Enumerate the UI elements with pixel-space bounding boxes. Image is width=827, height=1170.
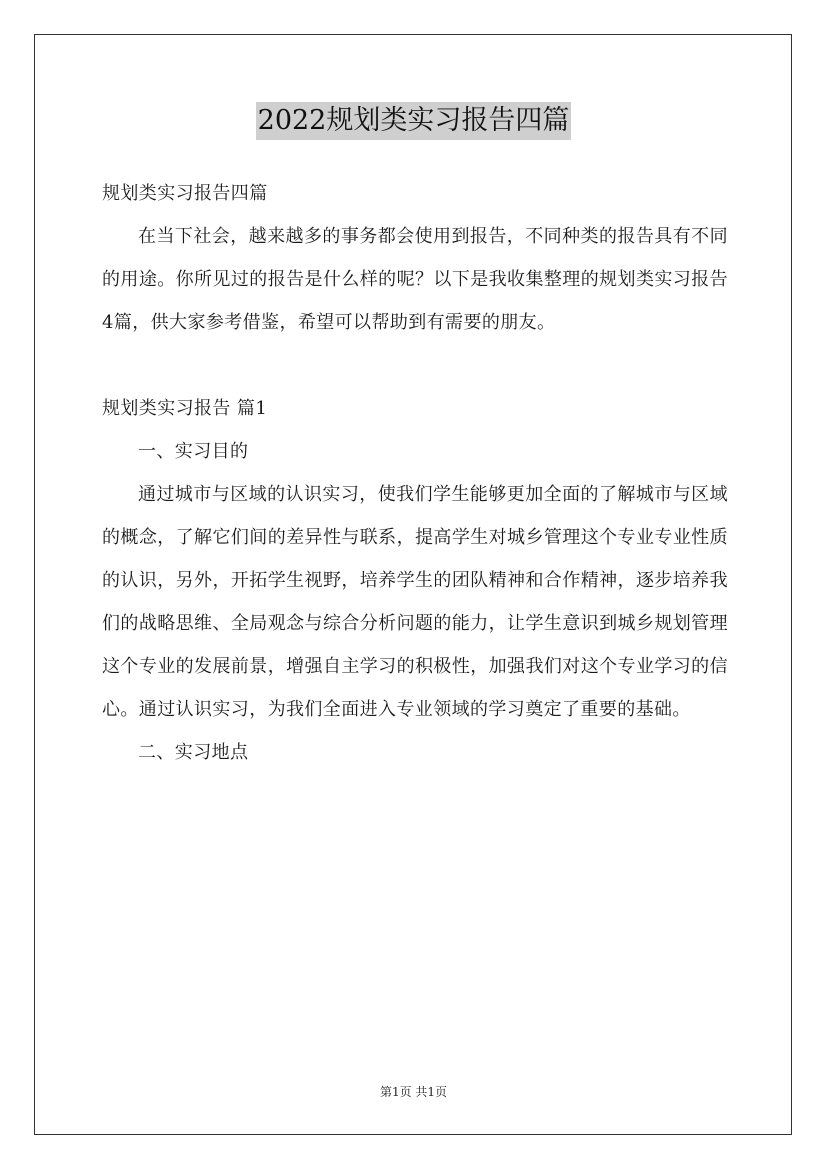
heading-purpose: 一、实习目的 — [138, 441, 249, 462]
purpose-paragraph: 通过城市与区域的认识实习，使我们学生能够更加全面的了解城市与区域的概念，了解它们间的差异性与联系，提高学生对城乡管理这个专业专业性质的认识，另外，开拓学生视野，培养学生的团队精神和合作精神，逐步培养我们的战略思维、全局观念与综合分析问题的能力，让学生意识到城乡规划管理这个专业的发展前景，增强自主学习的积极性，加强我们对这个专业学习的信心。通过认识实习，为我们全面进入专业领域的学习奠定了重要的基础。 — [102, 484, 728, 720]
document-subtitle: 规划类实习报告四篇 — [102, 183, 268, 204]
title-container — [0, 102, 827, 140]
section-heading: 规划类实习报告 篇1 — [102, 398, 268, 419]
intro-paragraph: 在当下社会，越来越多的事务都会使用到报告，不同种类的报告具有不同的用途。你所见过的报告是什么样的呢？以下是我收集整理的规划类实习报告4篇，供大家参考借鉴，希望可以帮助到有需要的朋友。 — [102, 226, 728, 333]
document-title: 2022规划类实习报告四篇 — [256, 102, 572, 140]
paragraph-gap — [102, 344, 728, 387]
page-footer: 第1页 共1页 — [379, 1085, 448, 1099]
document-body — [102, 172, 728, 774]
heading-location: 二、实习地点 — [138, 742, 249, 763]
